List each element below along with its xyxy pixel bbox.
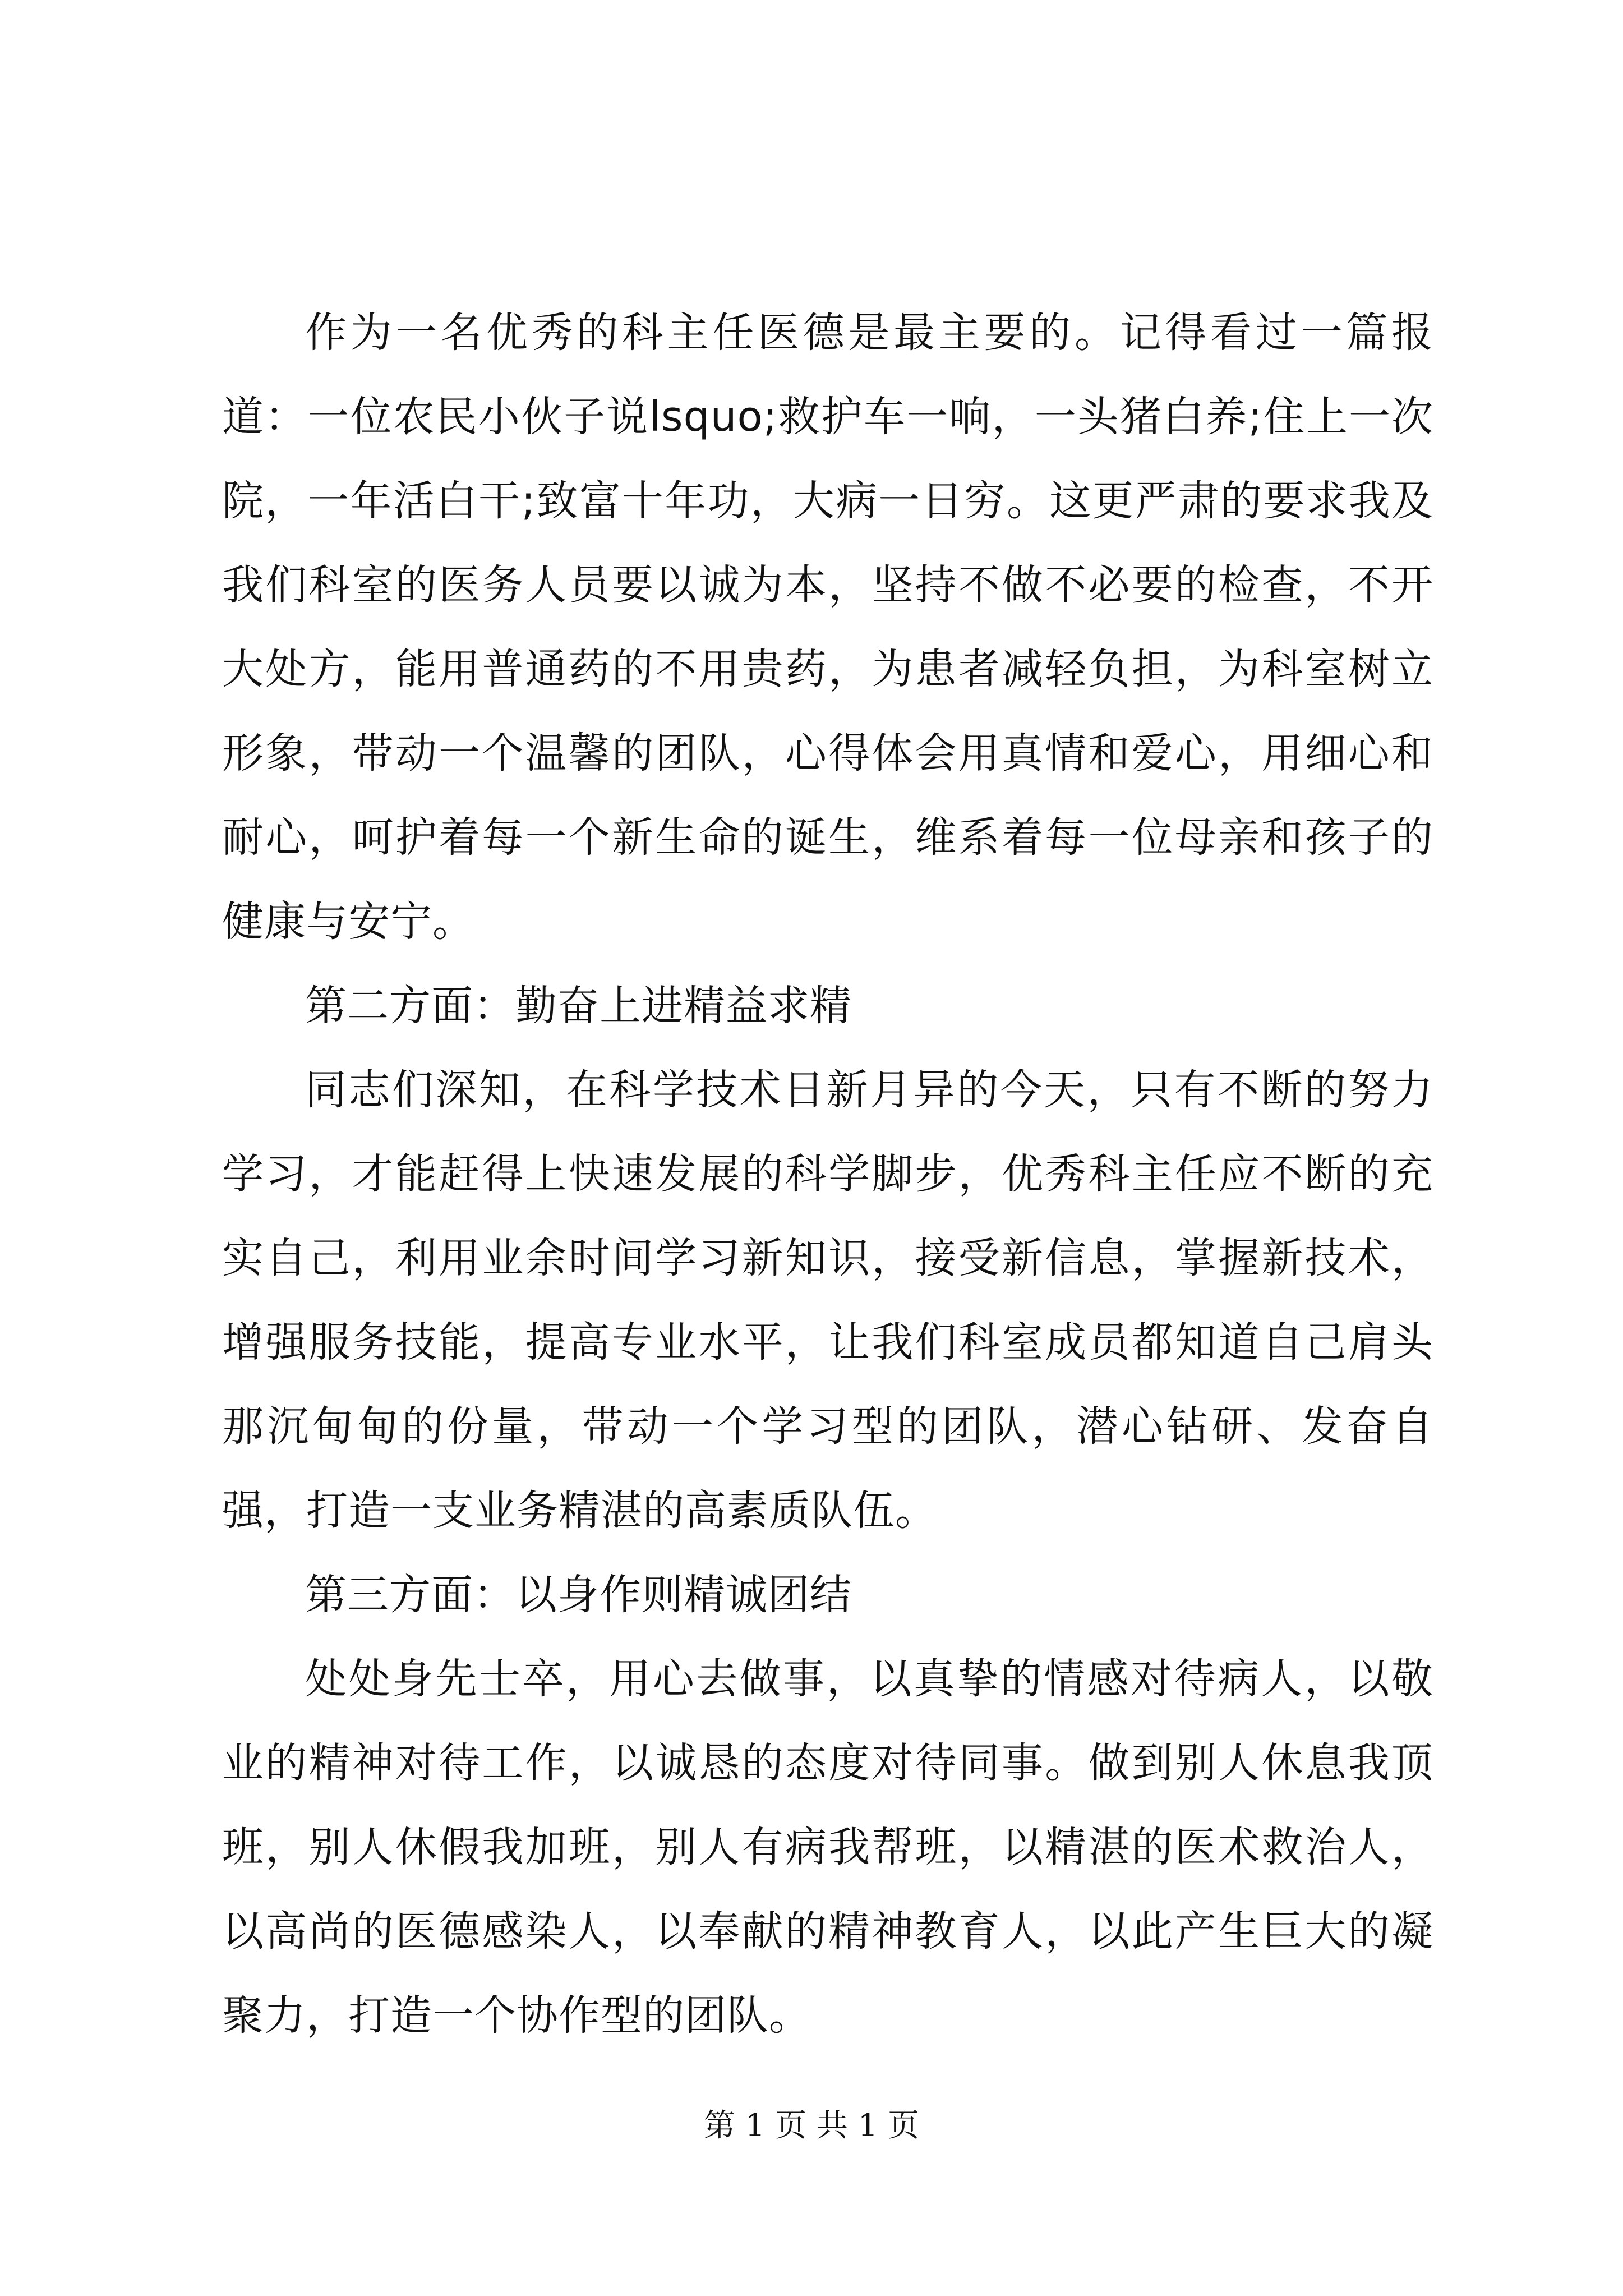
section-heading-3: 第三方面：以身作则精诚团结 — [305, 1571, 852, 1619]
page-number-footer: 第 1 页 共 1 页 — [703, 2108, 920, 2144]
document-body — [222, 291, 1433, 2058]
paragraph-teamwork: 处处身先士卒，用心去做事，以真挚的情感对待病人，以敬业的精神对待工作，以诚恳的态度对待同事。做到别人休息我顶班，别人休假我加班，别人有病我帮班，以精湛的医术救治人，以高尚的医德感染人，以奉献的精神教育人，以此产生巨大的凝聚力，打造一个协作型的团队。 — [222, 1655, 1433, 2040]
paragraph-learning: 同志们深知，在科学技术日新月异的今天，只有不断的努力学习，才能赶得上快速发展的科学脚步，优秀科主任应不断的充实自己，利用业余时间学习新知识，接受新信息，掌握新技术，增强服务技能，提高专业水平，让我们科室成员都知道自己肩头那沉甸甸的份量，带动一个学习型的团队，潜心钻研、发奋自强，打造一支业务精湛的高素质队伍。 — [222, 1066, 1433, 1535]
section-heading-2: 第二方面：勤奋上进精益求精 — [305, 982, 852, 1030]
paragraph-medical-ethics: 作为一名优秀的科主任医德是最主要的。记得看过一篇报道：一位农民小伙子说lsquo;救护车一响，一头猪白养;住上一次院，一年活白干;致富十年功，大病一日穷。这更严肃的要求我及我们科室的医务人员要以诚为本，坚持不做不必要的检查，不开大处方，能用普通药的不用贵药，为患者减轻负担，为科室树立形象，带动一个温馨的团队，心得体会用真情和爱心，用细心和耐心，呵护着每一个新生命的诞生，维系着每一位母亲和孩子的健康与安宁。 — [222, 309, 1433, 946]
